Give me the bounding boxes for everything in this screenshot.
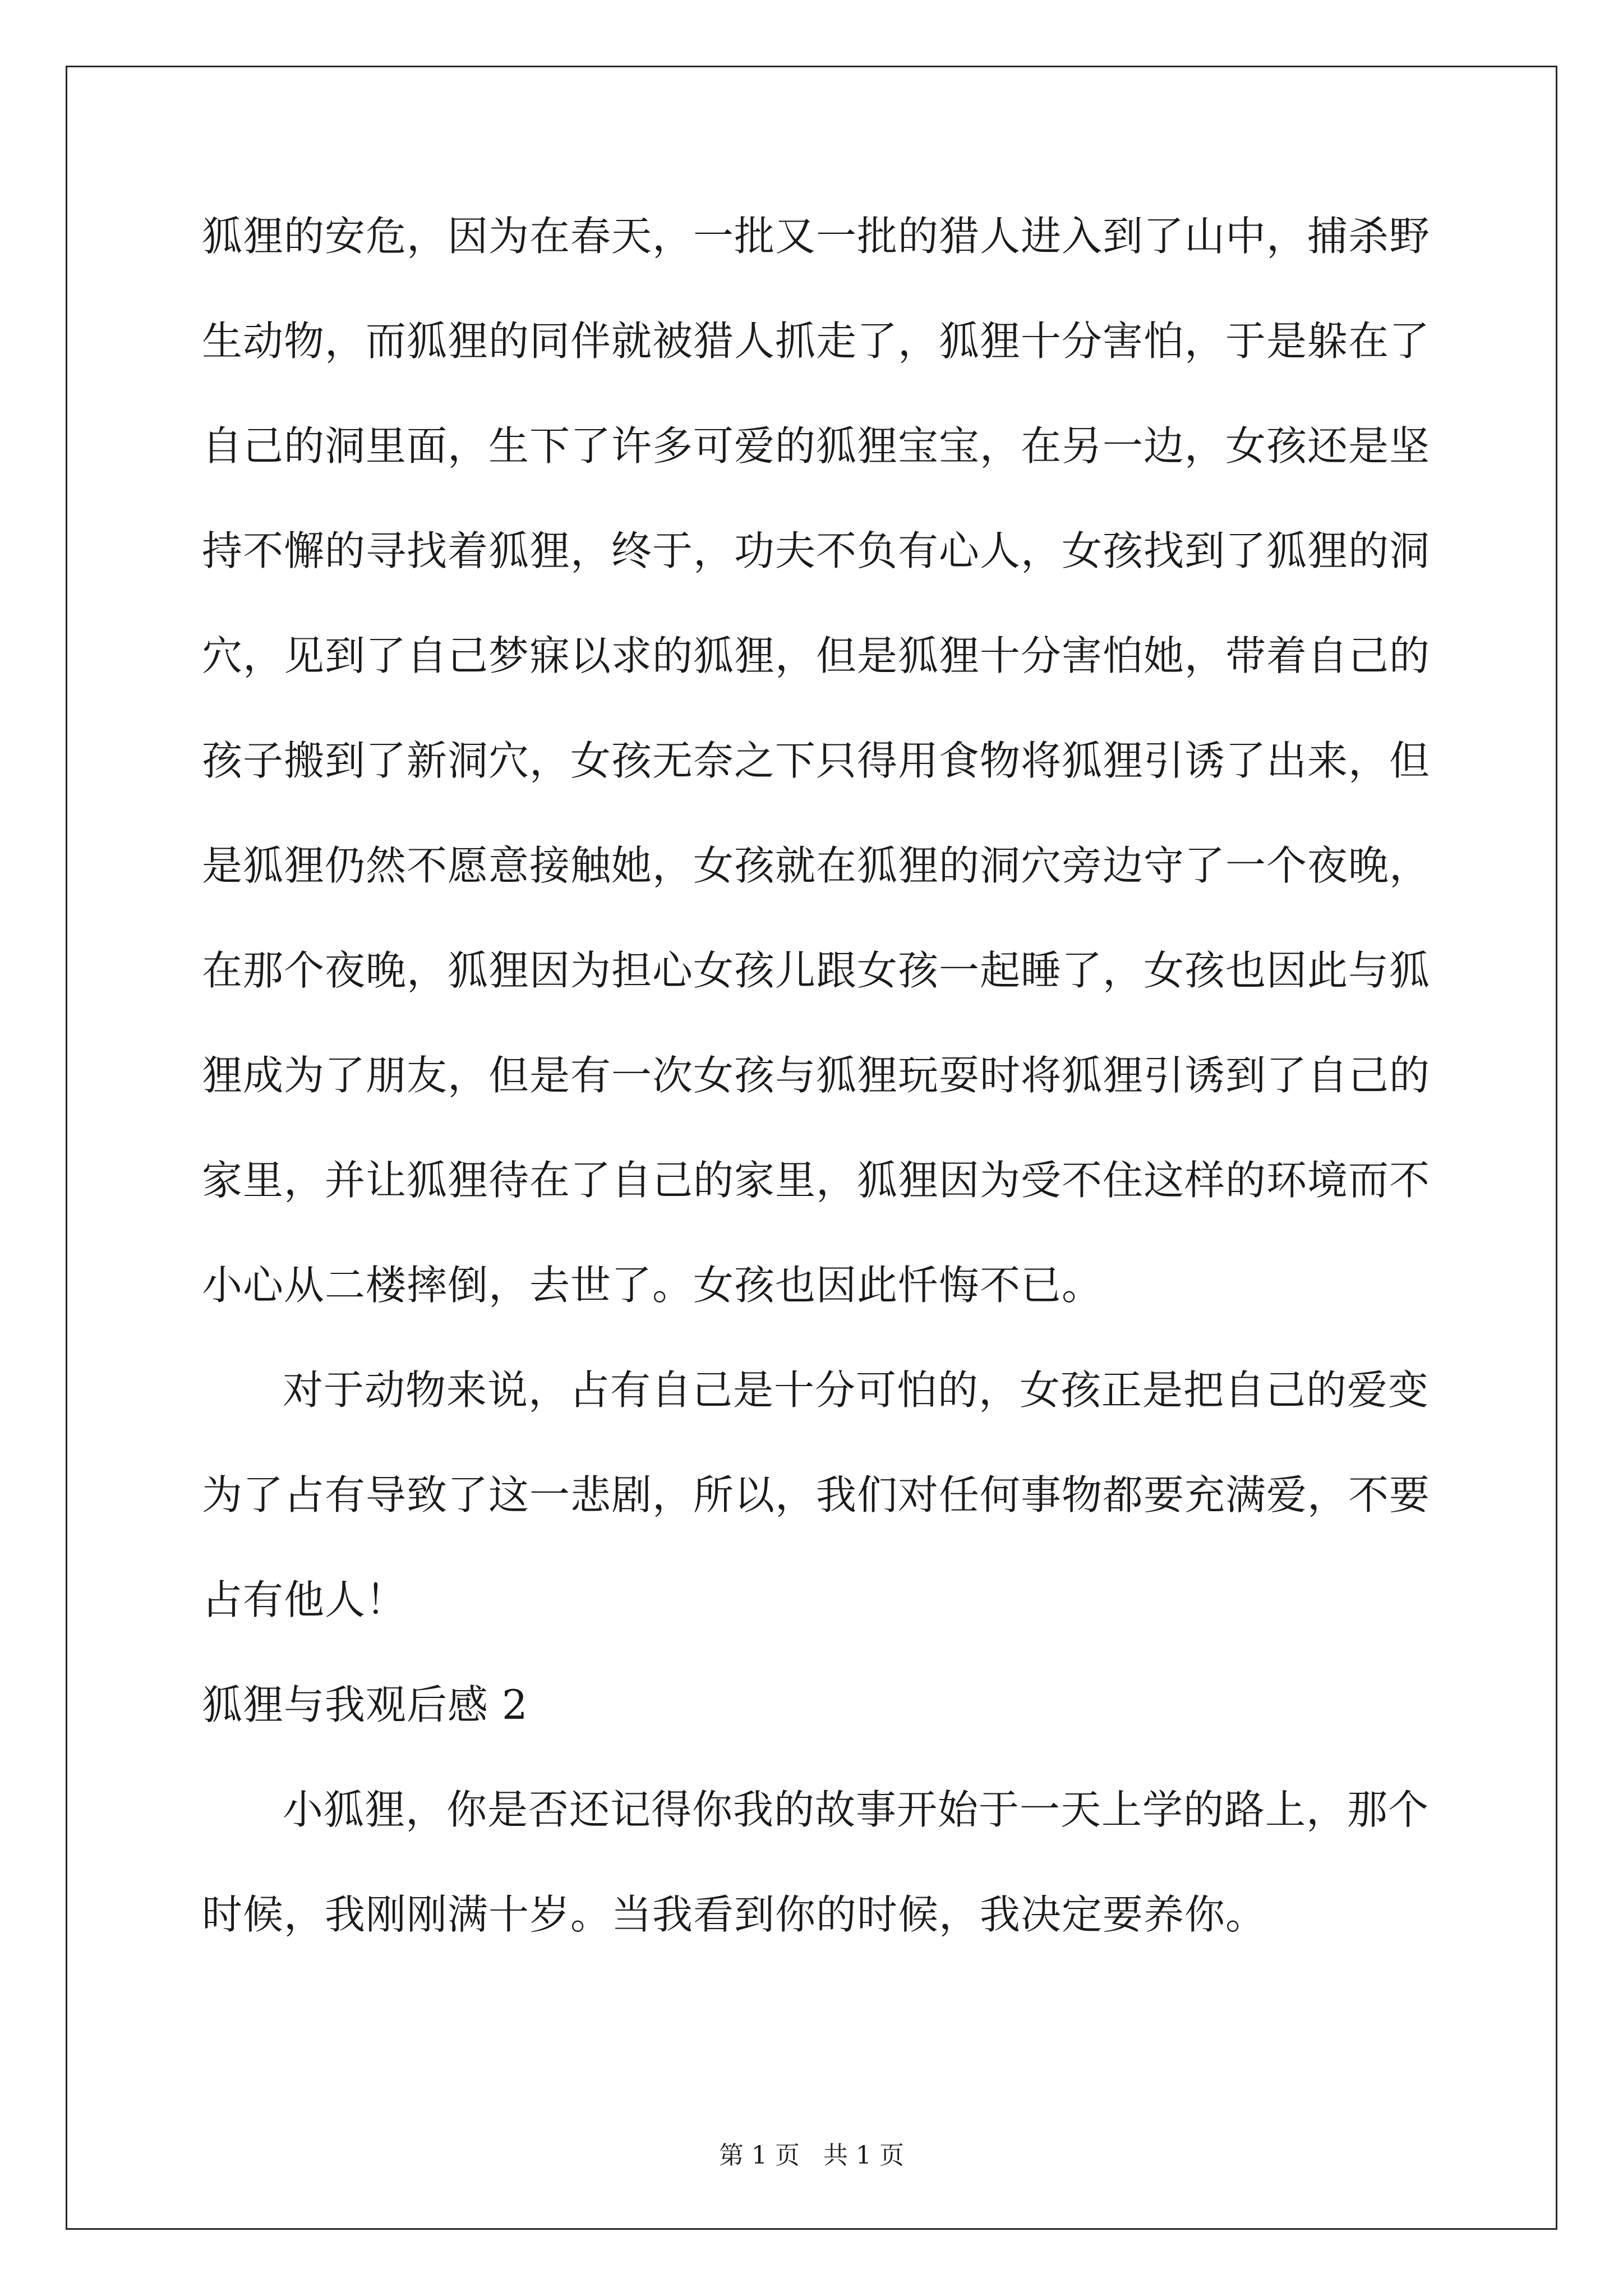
document-body (202, 213, 1431, 1999)
text-line: 为了占有导致了这一悲剧，所以，我们对任何事物都要充满爱，不要 (202, 1471, 1431, 1519)
text-line-indented: 对于动物来说，占有自己是十分可怕的，女孩正是把自己的爱变 (283, 1366, 1430, 1414)
text-line: 孩子搬到了新洞穴，女孩无奈之下只得用食物将狐狸引诱了出来，但 (202, 737, 1431, 784)
page-number-footer: 第 1 页 共 1 页 (719, 2141, 904, 2170)
text-line: 自己的洞里面，生下了许多可爱的狐狸宝宝，在另一边，女孩还是坚 (202, 422, 1431, 470)
text-line: 小心从二楼摔倒，去世了。女孩也因此忏悔不已。 (202, 1262, 1103, 1309)
text-line: 穴，见到了自己梦寐以求的狐狸，但是狐狸十分害怕她，带着自己的 (202, 632, 1431, 679)
text-line: 狐狸的安危，因为在春天，一批又一批的猎人进入到了山中，捕杀野 (202, 213, 1431, 260)
text-line: 狸成为了朋友，但是有一次女孩与狐狸玩耍时将狐狸引诱到了自己的 (202, 1052, 1431, 1099)
text-line: 家里，并让狐狸待在了自己的家里，狐狸因为受不住这样的环境而不 (202, 1157, 1431, 1204)
text-line: 生动物，而狐狸的同伴就被猎人抓走了，狐狸十分害怕，于是躲在了 (202, 318, 1431, 365)
text-line: 持不懈的寻找着狐狸，终于，功夫不负有心人，女孩找到了狐狸的洞 (202, 527, 1431, 574)
text-line: 在那个夜晚，狐狸因为担心女孩儿跟女孩一起睡了，女孩也因此与狐 (202, 947, 1431, 994)
text-line: 时候，我刚刚满十岁。当我看到你的时候，我决定要养你。 (202, 1891, 1267, 1938)
text-line: 是狐狸仍然不愿意接触她，女孩就在狐狸的洞穴旁边守了一个夜晚， (202, 842, 1431, 889)
text-line-indented: 小狐狸，你是否还记得你我的故事开始于一天上学的路上，那个 (283, 1786, 1430, 1833)
text-line: 占有他人！ (202, 1576, 407, 1623)
section-heading: 狐狸与我观后感 2 (202, 1681, 528, 1728)
